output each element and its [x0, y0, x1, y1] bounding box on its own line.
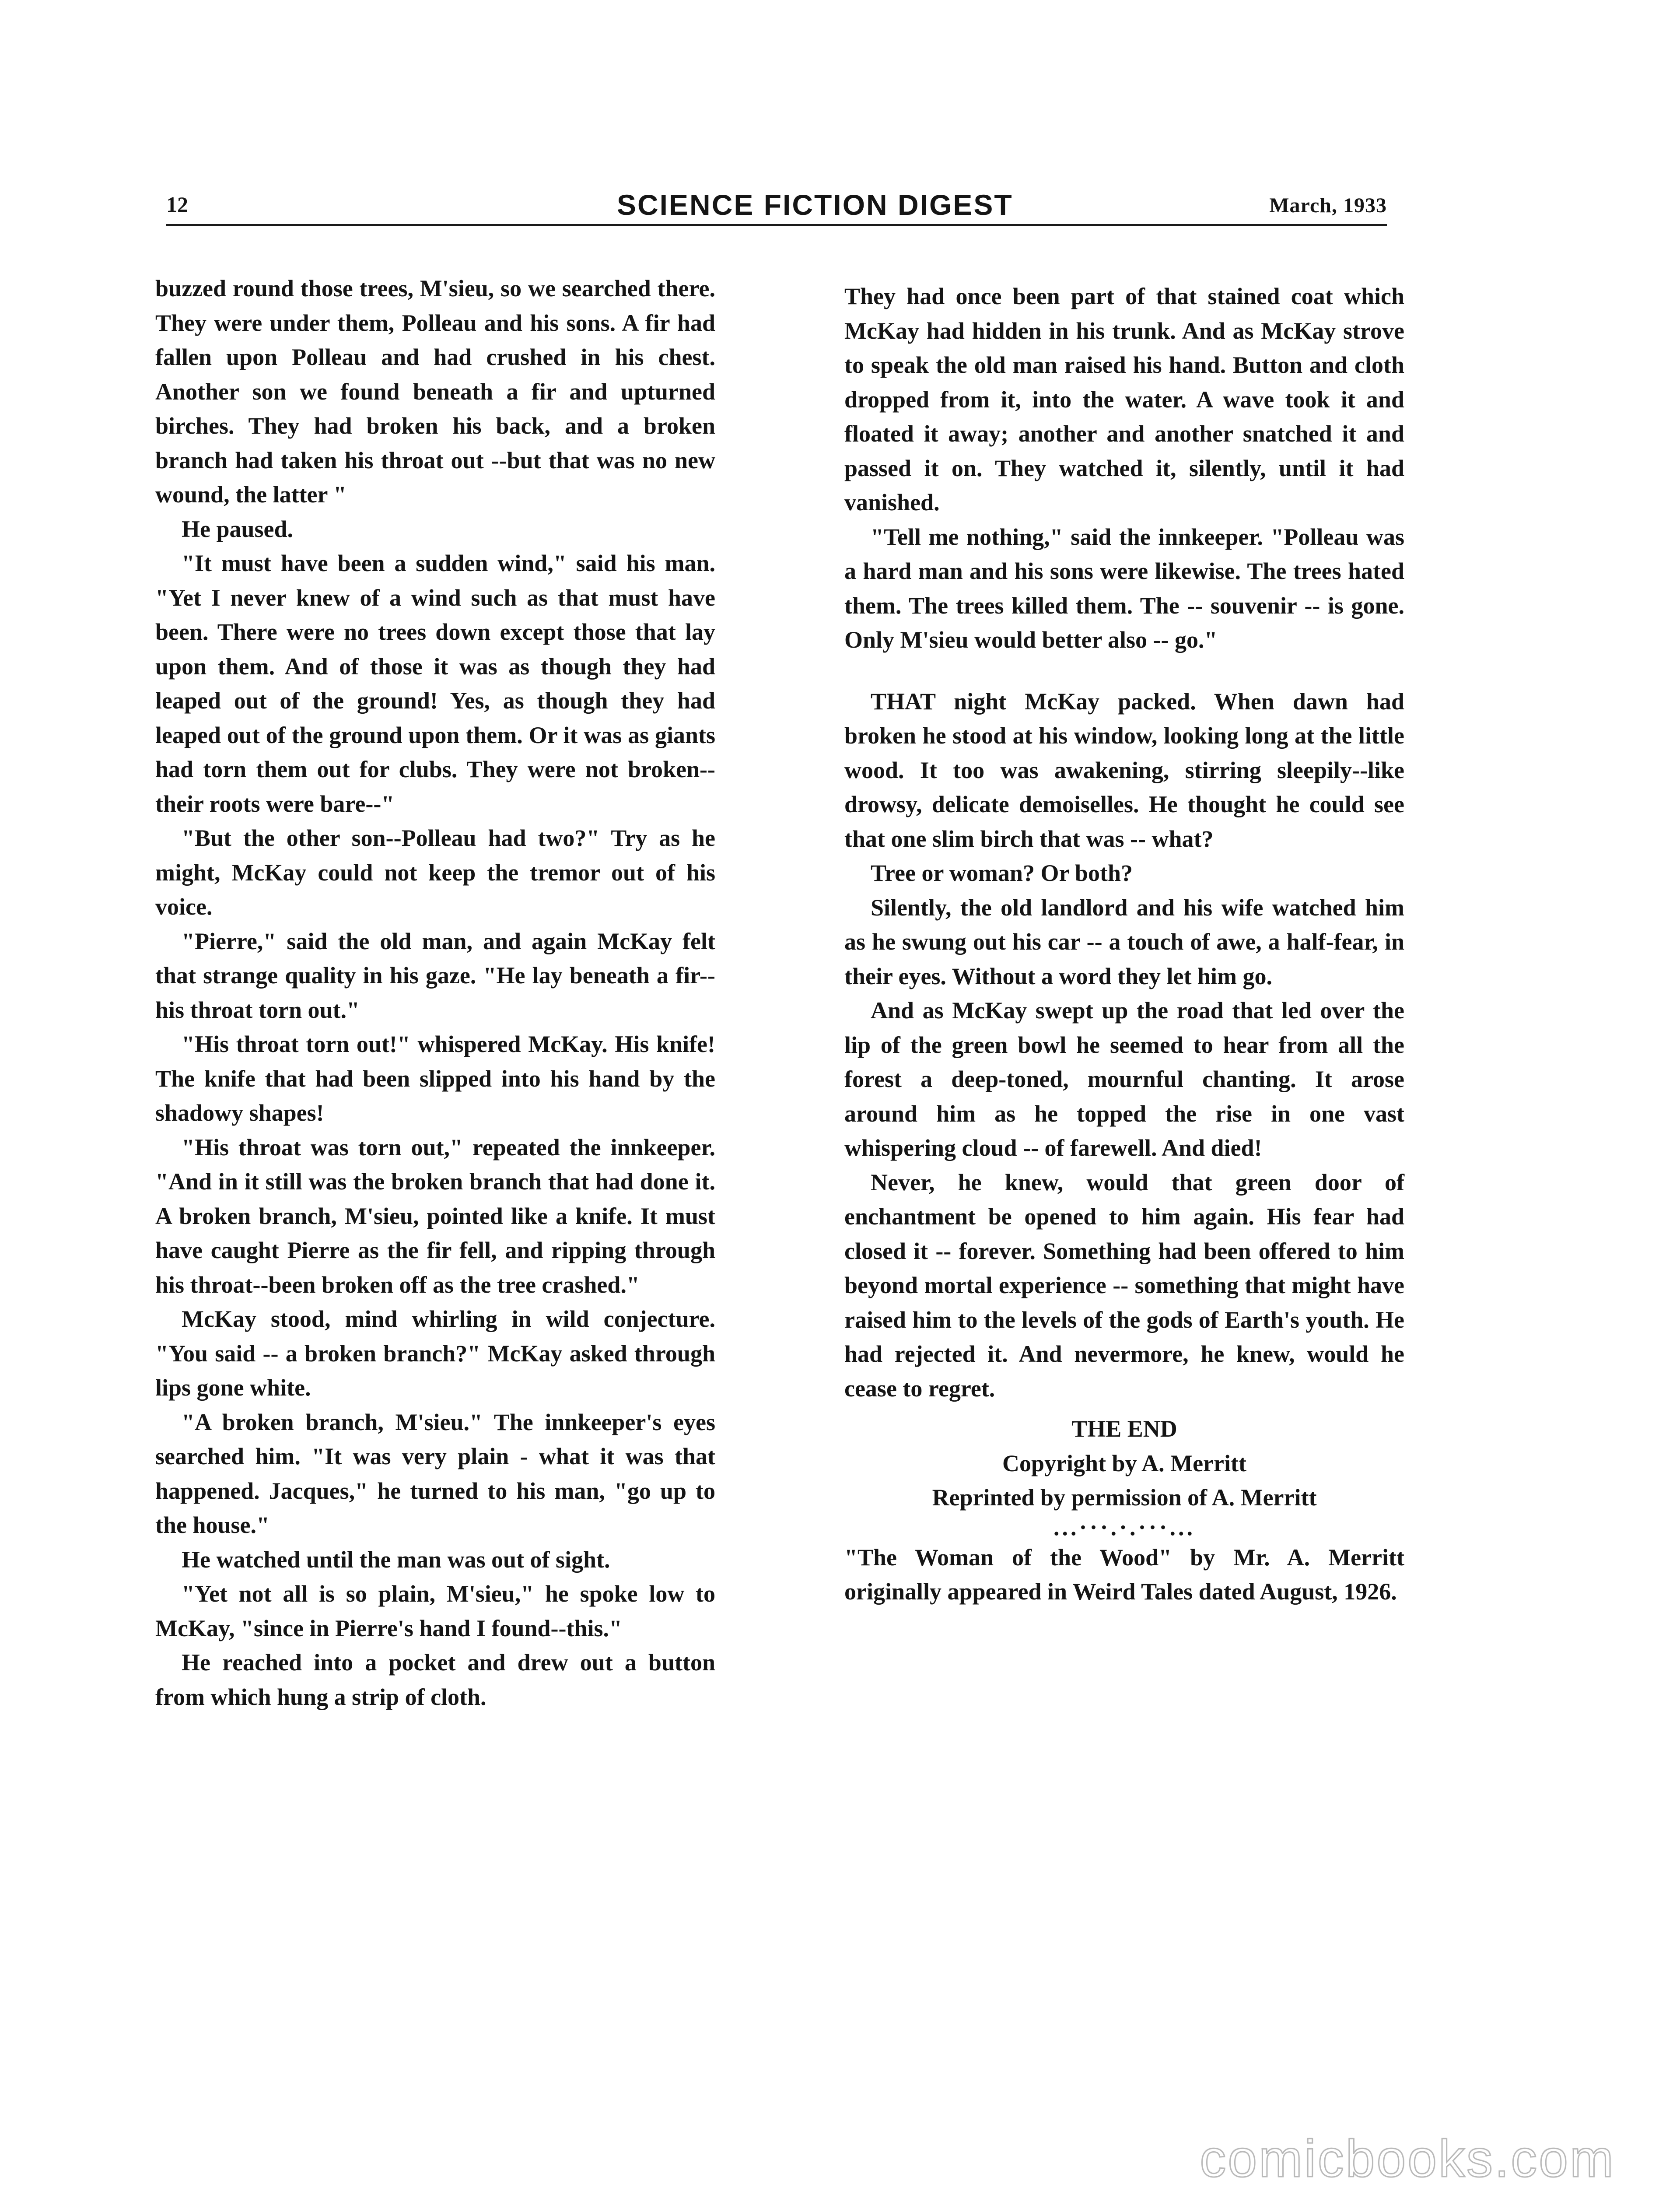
paragraph: They had once been part of that stained coat which McKay had hidden in his trunk. And as McKay strove to speak the old man raised his hand. Button and cloth dropped from it, into the water. A wave took it and floated it away; another and another snatched it and passed it on. They watched it, silently, until it had vanished. — [844, 283, 1404, 515]
paragraph: He reached into a pocket and drew out a button from which hung a strip of cloth. — [155, 1649, 715, 1710]
paragraph: McKay stood, mind whirling in wild conjecture. "You said -- a broken branch?" McKay asked through lips gone white. — [155, 1306, 715, 1401]
paragraph: "His throat was torn out," repeated the innkeeper. "And in it still was the broken branch that had done it. A broken branch, M'sieu, pointed like a knife. It must have caught Pierre as the fir fell, and ripping through his throat--been broken off as the tree crashed." — [155, 1134, 715, 1298]
right-column — [844, 279, 1404, 1609]
paragraph: "It must have been a sudden wind," said his man. "Yet I never knew of a wind such as that must have been. There were no trees down except those that lay upon them. And of those it was as though they had leaped out of the ground! Yes, as though they had leaped out of the ground upon them. Or it was as giants had torn them out for clubs. They were not broken--their roots were bare--" — [155, 550, 715, 817]
paragraph: "But the other son--Polleau had two?" Try as he might, McKay could not keep the tremor out of his voice. — [155, 825, 715, 920]
paragraph: "Pierre," said the old man, and again McKay felt that strange quality in his gaze. "He lay beneath a fir--his throat torn out." — [155, 928, 715, 1023]
watermark: comicbooks.com — [1200, 2129, 1615, 2188]
header-rule — [166, 224, 1387, 226]
page-number: 12 — [166, 192, 188, 217]
paragraph: He watched until the man was out of sight. — [182, 1546, 610, 1573]
left-column — [155, 271, 715, 1714]
paragraph: "His throat torn out!" whispered McKay. His knife! The knife that had been slipped into his hand by the shadowy shapes! — [155, 1031, 715, 1126]
issue-date: March, 1933 — [1269, 194, 1387, 217]
copyright-line: Copyright by A. Merritt — [1002, 1450, 1246, 1476]
publication-note: "The Woman of the Wood" by Mr. A. Merritt originally appeared in Weird Tales dated August, 1926. — [844, 1544, 1404, 1605]
page-header — [166, 188, 1387, 228]
story-ending — [844, 1412, 1404, 1540]
paragraph: Tree or woman? Or both? — [871, 860, 1133, 886]
section-opening-paragraph: THAT night McKay packed. When dawn had broken he stood at his window, looking long at the little wood. It too was awakening, stirring sleepily--like drowsy, delicate demoiselles. He thought he could see that one slim birch that was -- what? — [844, 688, 1404, 852]
paragraph: And as McKay swept up the road that led over the lip of the green bowl he seemed to hear from all the forest a deep-toned, mournful chanting. It arose around him as he topped the rise in one vast whispering cloud -- of farewell. And died! — [844, 997, 1404, 1161]
paragraph: buzzed round those trees, M'sieu, so we searched there. They were under them, Polleau and his sons. A fir had fallen upon Polleau and had crushed in his chest. Another son we found beneath a fir and upturned birches. They had broken his back, and a broken branch had taken his throat out --but that was no new wound, the latter " — [155, 275, 715, 508]
reprint-permission-line: Reprinted by permission of A. Merritt — [932, 1484, 1317, 1511]
paragraph: "A broken branch, M'sieu." The innkeeper's eyes searched him. "It was very plain - what it was that happened. Jacques," he turned to his man, "go up to the house." — [155, 1409, 715, 1538]
journal-title: SCIENCE FICTION DIGEST — [617, 189, 1013, 221]
paragraph: Silently, the old landlord and his wife watched him as he swung out his car -- a touch of awe, a half-fear, in their eyes. Without a word they let him go. — [844, 894, 1404, 989]
paragraph: Never, he knew, would that green door of enchantment be opened to him again. His fear had closed it -- forever. Something had been offered to him beyond mortal experience -- something that might have raised him to the levels of the gods of Earth's youth. He had rejected it. And nevermore, he knew, would he cease to regret. — [844, 1169, 1404, 1402]
ornament-divider: ...···.·.···... — [1053, 1514, 1196, 1540]
paragraph: "Tell me nothing," said the innkeeper. "Polleau was a hard man and his sons were likewise. The trees hated them. The trees killed them. The -- souvenir -- is gone. Only M'sieu would better also -- go." — [844, 523, 1404, 653]
paragraph: "Yet not all is so plain, M'sieu," he spoke low to McKay, "since in Pierre's hand I found--this." — [155, 1581, 715, 1641]
paragraph: He paused. — [182, 515, 294, 542]
the-end-label: THE END — [1071, 1416, 1177, 1442]
